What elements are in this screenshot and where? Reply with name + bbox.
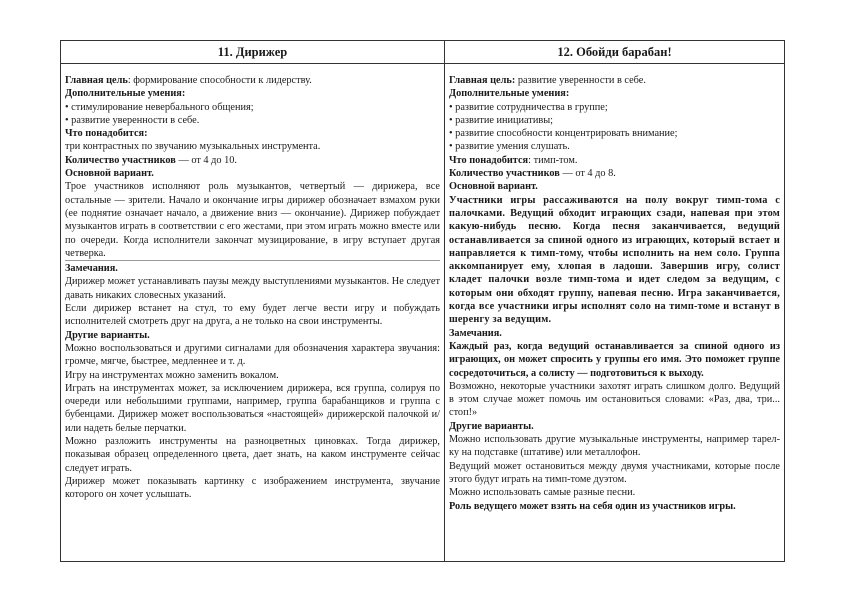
left-other-p1: Можно воспользоваться и другими сигналами для обозначения характера звучания: громче, мягче, быстрее, медленнее и т. д. [65,342,440,368]
left-other-p2: Игру на инструментах можно заменить вокалом. [65,369,279,381]
left-goal [65,74,440,87]
right-goal-label: Главная цель: [449,75,516,86]
left-count-text: — от 4 до 10. [175,154,237,166]
left-extra-item: • стимулирование невербального общения; [65,101,254,113]
right-need-label: Что понадобится [449,154,529,166]
right-extra-item: • развитие сотрудничества в группе; [449,101,608,113]
left-goal-text: : формирование способности к лидерству. [127,75,312,86]
left-notes-p1: Дирижер может устанавливать паузы между выступлениями музыкантов. Не следует давать никаких словесных указаний. [65,276,440,301]
right-notes-p2: Возможно, некоторые участники захотят играть слишком долго. Ведущий в этом случае может помочь им остановиться словами: «Раз, два, три... стоп!» [449,380,780,419]
right-need-text: : тимп-том. [528,154,578,166]
left-count-label: Количество участников [65,154,176,166]
right-count [449,167,780,180]
right-notes-p1: Каждый раз, когда ведущий останавливается за спиной одного из играющих, он может спросить у группы его имя. Это поможет группе сосредоточиться, а солисту — подготовиться к выходу. [449,340,780,379]
left-other-p5: Дирижер может показывать картинку с изображением инструмента, звучание которого он хочет услышать. [65,475,440,501]
left-title: 11. Дирижер [61,41,444,64]
right-extra-item: • развитие инициативы; [449,114,553,126]
right-extra-label: Дополнительные умения: [449,88,570,100]
right-need [449,154,780,167]
left-notes-label: Замечания. [65,260,440,275]
right-main-label: Основной вариант. [449,181,538,193]
right-other-p2: Ведущий может остановиться между двумя участниками, которые после этого будут играть на тимп-томе дуэтом. [449,460,780,485]
right-other-p4: Роль ведущего может взять на себя один из участников игры. [449,500,736,512]
right-other-label: Другие варианты. [449,420,534,432]
left-need-text: три контрастных по звучанию музыкальных инструмента. [65,141,321,153]
right-main-text: Участники игры рассаживаются на полу вокруг тимп-тома с палочками. Ведущий обходит играющих сзади, напевая при этом какую-нибудь песню. Когда песня заканчивается, ведущий останавливается за спиной одного из играющих, который встает и направляется к тимп-тому, чтобы исполнить на нем соло. Группа аккомпанирует ему, хлопая в ладоши. Завершив игру, солист кладет палочки возле тимп-тома и идет следом за ведущим, с которым они обходят группу, напевая песню. Игра заканчивается, когда все участники игры исполнят соло на тимп-томе и встанут в шеренгу за ведущим. [449,194,780,326]
right-goal [449,74,780,87]
left-main-label: Основной вариант. [65,168,154,180]
right-extra-item: • развитие способности концентрировать внимание; [449,128,678,140]
right-count-text: — от 4 до 8. [559,168,616,180]
left-notes-p2: Если дирижер встанет на стул, то ему будет легче вести игру и побуждать исполнителей смотреть друг на друга, а не только на свои инструменты. [65,303,440,328]
right-extra-item: • развитие умения слушать. [449,141,570,153]
left-content [65,74,440,502]
left-extra-item: • развитие уверенности в себе. [65,114,200,126]
right-other-p1: Можно использовать другие музыкальные инструменты, например тарел-ку на подставке (штативе) или металлофон. [449,434,780,459]
left-other-label: Другие варианты. [65,329,150,341]
left-other-p3: Играть на инструментах может, за исключением дирижера, вся группа, солируя по очереди или небольшими группами, например, группа барабанщиков и группа с бубенцами. Дирижер может воспользоваться «настоящей» дирижерской палочкой и/или надеть белые перчатки. [65,382,440,434]
left-extra-label: Дополнительные умения: [65,88,186,100]
left-count [65,154,440,167]
column-right [444,41,784,561]
right-other-p3: Можно использовать самые разные песни. [449,487,636,499]
left-other-p4: Можно разложить инструменты на разноцветных циновках. Тогда дирижер, показывая образец определенного цвета, дает знать, на каком инструменте сейчас следует играть. [65,436,440,474]
right-notes-label: Замечания. [449,327,502,339]
left-main-text: Трое участников исполняют роль музыкантов, четвертый — дирижера, все остальные — зрители. Начало и окончание игры дирижер обозначает взмахом руки (ее поднятие означает начало, а движение вниз — окончание). Дирижер побуждает музыкантов играть в соответствии с его жестами, при этом играть можно вместе или по очереди. Когда исполнители закончат музицирование, в игру вступает другая четверка. [65,181,440,259]
right-goal-text: развитие уверенности в себе. [515,75,646,86]
column-left [61,41,444,561]
right-content [449,74,780,513]
left-need-label: Что понадобится: [65,128,148,140]
right-count-label: Количество участников [449,168,560,180]
right-title: 12. Обойди барабан! [445,41,784,64]
game-table [60,40,785,562]
left-goal-label: Главная цель [65,75,128,86]
